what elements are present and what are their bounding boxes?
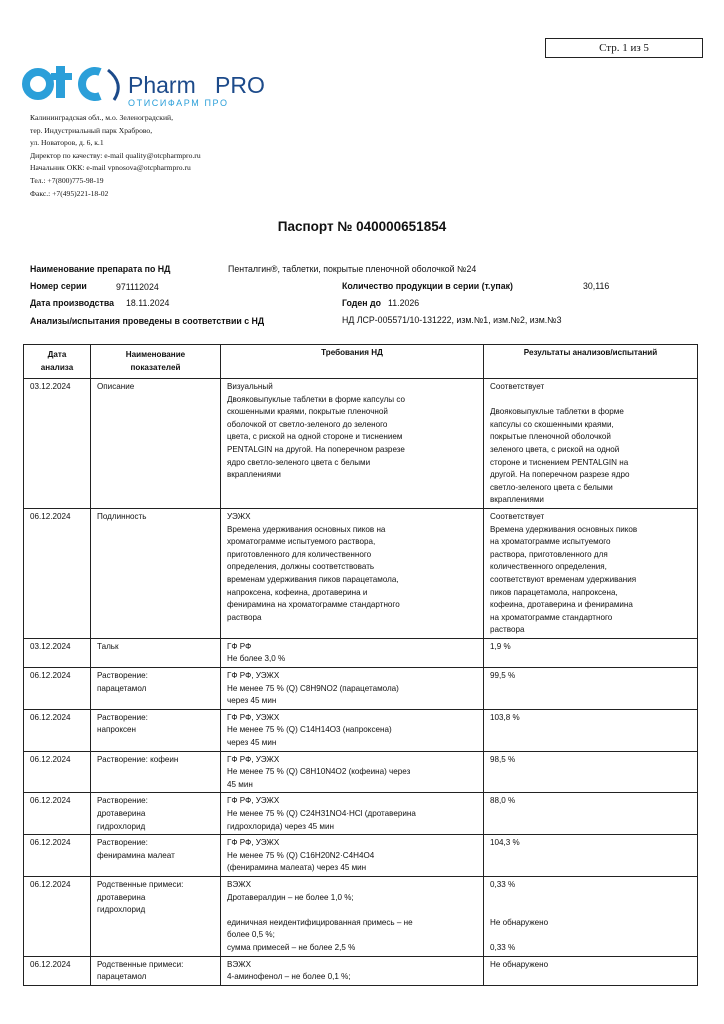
- blank-line: [490, 394, 691, 407]
- table-row: [24, 709, 698, 751]
- address-line: ул. Новаторов, д. 6, к.1: [30, 138, 104, 148]
- address-line: Тел.: +7(800)775-98-19: [30, 175, 104, 185]
- cell-line: вкраплениями: [490, 495, 544, 505]
- cell-line: раствора, приготовленного для: [490, 549, 608, 559]
- cell-line: парацетамол: [97, 683, 147, 693]
- result-cell: [484, 751, 698, 793]
- header-results: [484, 345, 698, 379]
- cell-line: напроксена, кофеина, дротаверина и: [227, 587, 368, 597]
- table-row: [24, 835, 698, 877]
- cell-line: оболочкой от светло-зеленого до зеленого: [227, 419, 388, 429]
- cell-line: Времена удерживания основных пиков: [490, 524, 638, 534]
- cell-line: количественного определения,: [490, 562, 607, 572]
- indicator-name-cell: [91, 709, 221, 751]
- cell-line: Визуальный: [227, 382, 273, 391]
- cell-line: ВЭЖХ: [227, 959, 251, 969]
- cell-line: парацетамол: [97, 972, 147, 982]
- header-line: Требования НД: [321, 348, 383, 357]
- company-address: [30, 112, 201, 200]
- cell-line: 0,33 %: [490, 879, 516, 889]
- requirements-cell: [221, 379, 484, 509]
- analysis-date-cell: 06.12.2024: [24, 668, 91, 710]
- cell-line: Дротавералдин – не более 1,0 %;: [227, 892, 354, 902]
- cell-line: единичная неидентифицированная примесь – не: [227, 917, 413, 927]
- cell-line: капсулы со скошенными краями,: [490, 419, 614, 429]
- cell-line: на хроматограмме испытуемого: [490, 537, 611, 547]
- requirements-cell: [221, 508, 484, 638]
- cell-line: Тальк: [97, 641, 119, 651]
- cell-line: ГФ РФ, УЭЖХ: [227, 838, 280, 848]
- cell-line: светло-зеленого цвета с белыми: [490, 482, 613, 492]
- address-line: Директор по качеству: e-mail quality@otcpharmpro.ru: [30, 150, 201, 160]
- header-indicator: [91, 345, 221, 379]
- result-cell: [484, 956, 698, 985]
- header-line: Наименование: [125, 349, 186, 359]
- cell-line: (фенирамина малеата) через 45 мин: [227, 863, 367, 873]
- expiry-label: Годен до: [342, 298, 381, 308]
- requirements-cell: [221, 956, 484, 985]
- cell-line: Не обнаружено: [490, 917, 549, 927]
- indicator-name-cell: [91, 638, 221, 667]
- analysis-table: [23, 344, 698, 986]
- cell-line: покрытые пленочной оболочкой: [490, 432, 611, 442]
- table-row: [24, 508, 698, 638]
- address-line: тер. Индустриальный парк Храброво,: [30, 125, 153, 135]
- analysis-date-cell: 03.12.2024: [24, 379, 91, 509]
- passport-title: Паспорт № 040000651854: [277, 219, 447, 234]
- table-header-row: [24, 345, 698, 379]
- cell-line: 4-аминофенол – не более 0,1 %;: [227, 972, 351, 982]
- cell-line: пиков парацетамола, напроксена,: [490, 587, 618, 597]
- otc-pharm-pro-logo: [22, 64, 284, 110]
- indicator-name-cell: [91, 751, 221, 793]
- cell-line: приготовленного для количественного: [227, 549, 372, 559]
- cell-line: кофеина, дротаверина и фенирамина: [490, 600, 633, 610]
- cell-line: на хроматограмме стандартного: [490, 612, 613, 622]
- cell-line: более 0,5 %;: [227, 930, 275, 940]
- cell-line: PENTALGIN на другой. На поперечном разрезе: [227, 444, 405, 454]
- indicator-name-cell: [91, 508, 221, 638]
- cell-line: Не более 3,0 %: [227, 654, 286, 664]
- address-line: Калининградская обл., м.о. Зеленоградский,: [30, 113, 173, 122]
- indicator-name-cell: [91, 835, 221, 877]
- series-label: Номер серии: [30, 281, 87, 291]
- tests-label: Анализы/испытания проведены в соответствии с НД: [30, 316, 265, 326]
- table-row: [24, 638, 698, 667]
- analysis-date-cell: 06.12.2024: [24, 793, 91, 835]
- cell-line: 104,3 %: [490, 838, 520, 848]
- cell-line: скошенными краями, покрытые пленочной: [227, 407, 388, 417]
- address-line: Факс.: +7(495)221-18-02: [30, 188, 109, 198]
- table-row: [24, 751, 698, 793]
- cell-line: другой. На поперечном разрезе ядро: [490, 470, 630, 480]
- blank-line: [490, 929, 691, 942]
- header-line: Дата: [47, 349, 67, 359]
- cell-line: ГФ РФ, УЭЖХ: [227, 796, 280, 806]
- requirements-cell: [221, 668, 484, 710]
- table-row: [24, 876, 698, 956]
- indicator-name-cell: [91, 956, 221, 985]
- address-line: Начальник ОКК: e-mail vpnosova@otcpharmpro.ru: [30, 163, 191, 173]
- cell-line: фенирамина малеат: [97, 850, 175, 860]
- indicator-name-cell: [91, 379, 221, 509]
- cell-line: вкраплениями: [227, 470, 281, 480]
- cell-line: 45 мин: [227, 779, 253, 789]
- cell-line: сумма примесей – не более 2,5 %: [227, 942, 356, 952]
- cell-line: через 45 мин: [227, 738, 277, 748]
- page-indicator: Стр. 1 из 5: [545, 38, 703, 58]
- requirements-cell: [221, 751, 484, 793]
- cell-line: Двояковыпуклые таблетки в форме капсулы со: [227, 394, 406, 404]
- analysis-date-cell: 03.12.2024: [24, 638, 91, 667]
- cell-line: Соответствует: [490, 511, 545, 521]
- requirements-cell: [221, 876, 484, 956]
- result-cell: [484, 709, 698, 751]
- cell-line: Описание: [97, 382, 135, 391]
- header-line: показателей: [130, 362, 181, 372]
- logo-pharm-text: Pharm: [128, 72, 196, 98]
- cell-line: Не менее 75 % (Q) C8H9NO2 (парацетамола): [227, 683, 399, 693]
- production-date-label: Дата производства: [30, 298, 115, 308]
- cell-line: временам удерживания пиков парацетамола,: [227, 574, 399, 584]
- cell-line: Растворение:: [97, 712, 148, 722]
- header-date: [24, 345, 91, 379]
- cell-line: 88,0 %: [490, 796, 516, 806]
- result-cell: [484, 508, 698, 638]
- requirements-cell: [221, 638, 484, 667]
- cell-line: соответствуют временам удерживания: [490, 574, 637, 584]
- cell-line: гидрохлорида) через 45 мин: [227, 821, 334, 831]
- cell-line: гидрохлорид: [97, 821, 146, 831]
- cell-line: ГФ РФ, УЭЖХ: [227, 671, 280, 681]
- cell-line: Растворение:: [97, 671, 148, 681]
- header-line: анализа: [40, 362, 74, 372]
- analysis-date-cell: 06.12.2024: [24, 751, 91, 793]
- cell-line: фенирамина на хроматограмме стандартного: [227, 600, 400, 610]
- result-cell: [484, 379, 698, 509]
- cell-line: стороне и тиснением PENTALGIN на: [490, 457, 629, 467]
- series-value: 971112024: [116, 282, 159, 292]
- cell-line: ВЭЖХ: [227, 879, 251, 889]
- cell-line: ГФ РФ, УЭЖХ: [227, 712, 280, 722]
- cell-line: определения, должны соответствовать: [227, 562, 375, 572]
- requirements-cell: [221, 793, 484, 835]
- cell-line: 99,5 %: [490, 671, 516, 681]
- expiry-value: 11.2026: [388, 298, 420, 308]
- drug-name-label: Наименование препарата по НД: [30, 264, 171, 274]
- cell-line: раствора: [227, 612, 262, 622]
- cell-line: ГФ РФ: [227, 641, 252, 651]
- cell-line: Родственные примеси:: [97, 959, 184, 969]
- cell-line: 103,8 %: [490, 712, 520, 722]
- blank-line: [227, 904, 477, 917]
- tests-value: НД ЛСР-005571/10-131222, изм.№1, изм.№2, изм.№3: [342, 315, 562, 325]
- cell-line: зеленого цвета, с риской на одной: [490, 444, 620, 454]
- indicator-name-cell: [91, 793, 221, 835]
- indicator-name-cell: [91, 668, 221, 710]
- cell-line: дротаверина: [97, 809, 146, 818]
- cell-line: цвета, с риской на одной стороне и тиснением: [227, 432, 403, 442]
- header-requirements: [221, 345, 484, 379]
- cell-line: ГФ РФ, УЭЖХ: [227, 754, 280, 764]
- production-date-value: 18.11.2024: [126, 298, 170, 308]
- logo-pro-text: PRO: [215, 72, 265, 98]
- cell-line: 1,9 %: [490, 641, 511, 651]
- cell-line: Растворение:: [97, 796, 148, 806]
- table-row: [24, 668, 698, 710]
- blank-line: [490, 892, 691, 905]
- cell-line: Родственные примеси:: [97, 879, 184, 889]
- cell-line: напроксен: [97, 725, 137, 735]
- cell-line: Не менее 75 % (Q) C8H10N4O2 (кофеина) через: [227, 767, 411, 777]
- cell-line: хроматограмме испытуемого раствора,: [227, 537, 376, 547]
- cell-line: через 45 мин: [227, 696, 277, 706]
- cell-line: Двояковыпуклые таблетки в форме: [490, 407, 624, 417]
- cell-line: Не обнаружено: [490, 959, 549, 969]
- cell-line: 98,5 %: [490, 754, 516, 764]
- analysis-date-cell: 06.12.2024: [24, 508, 91, 638]
- cell-line: Растворение: кофеин: [97, 754, 179, 764]
- table-row: [24, 379, 698, 509]
- requirements-cell: [221, 709, 484, 751]
- analysis-date-cell: 06.12.2024: [24, 835, 91, 877]
- result-cell: [484, 668, 698, 710]
- analysis-date-cell: 06.12.2024: [24, 876, 91, 956]
- table-row: [24, 956, 698, 985]
- table-row: [24, 793, 698, 835]
- quantity-value: 30,116: [583, 281, 610, 291]
- requirements-cell: [221, 835, 484, 877]
- cell-line: дротаверина: [97, 892, 146, 902]
- analysis-date-cell: 06.12.2024: [24, 956, 91, 985]
- drug-name-value: Пенталгин®, таблетки, покрытые пленочной оболочкой №24: [228, 264, 477, 274]
- cell-line: УЭЖХ: [227, 511, 251, 521]
- cell-line: Подлинность: [97, 511, 147, 521]
- cell-line: ядро светло-зеленого цвета с белыми: [227, 457, 371, 467]
- cell-line: Не менее 75 % (Q) C14H14O3 (напроксена): [227, 725, 392, 735]
- cell-line: Растворение:: [97, 838, 148, 848]
- quantity-label: Количество продукции в серии (т.упак): [342, 281, 513, 291]
- result-cell: [484, 876, 698, 956]
- indicator-name-cell: [91, 876, 221, 956]
- result-cell: [484, 835, 698, 877]
- blank-line: [490, 904, 691, 917]
- header-line: Результаты анализов/испытаний: [523, 348, 658, 357]
- company-logo: [22, 64, 284, 110]
- cell-line: Не менее 75 % (Q) C16H20N2·C4H4O4: [227, 850, 375, 860]
- cell-line: Времена удерживания основных пиков на: [227, 524, 386, 534]
- cell-line: 0,33 %: [490, 942, 516, 952]
- cell-line: Соответствует: [490, 382, 545, 391]
- cell-line: раствора: [490, 625, 525, 635]
- cell-line: гидрохлорид: [97, 905, 146, 915]
- cell-line: Не менее 75 % (Q) C24H31NO4·HCl (дротаверина: [227, 809, 416, 818]
- analysis-date-cell: 06.12.2024: [24, 709, 91, 751]
- result-cell: [484, 638, 698, 667]
- logo-subtitle: ОТИСИФАРМ ПРО: [128, 98, 229, 108]
- result-cell: [484, 793, 698, 835]
